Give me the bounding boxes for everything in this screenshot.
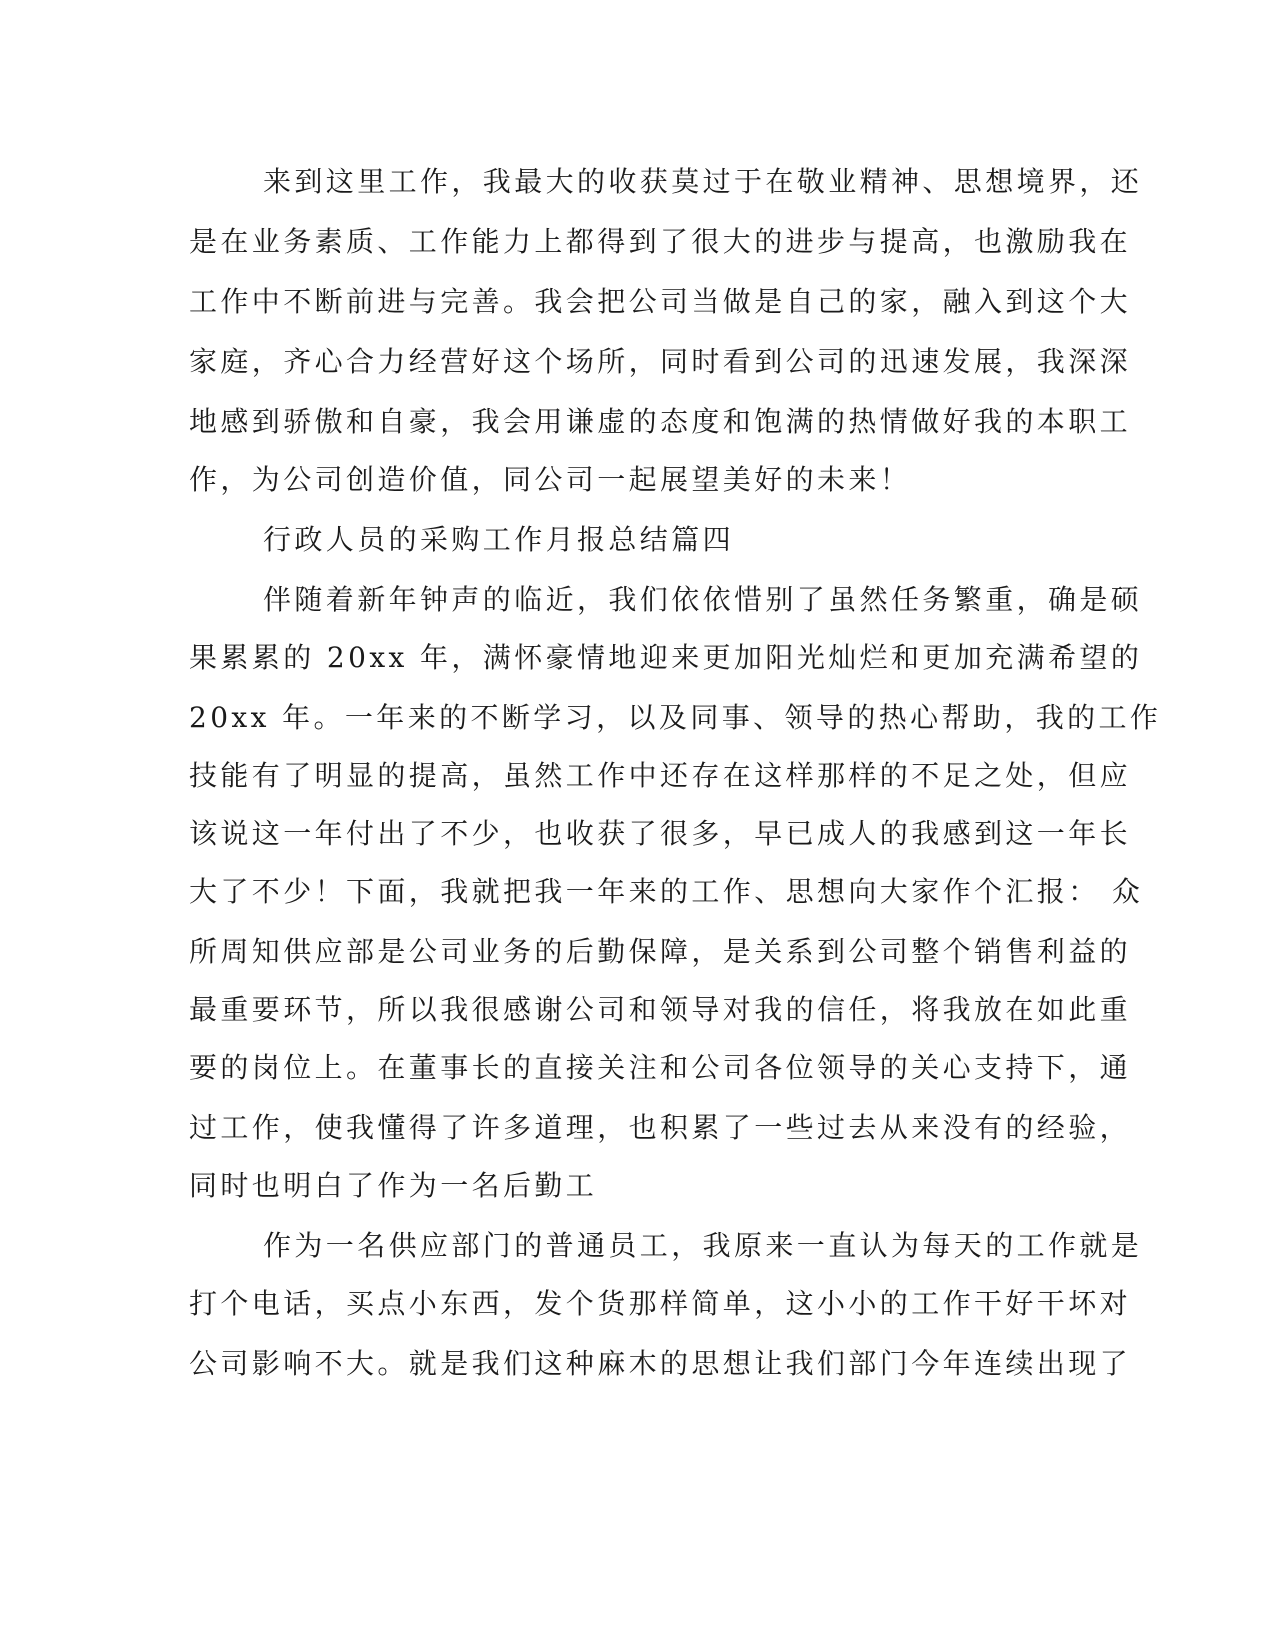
paragraph-2-line-1: 伴随着新年钟声的临近，我们依依惜别了虽然任务繁重，确是硕 [263,583,1143,616]
paragraph-2-line-2: 果累累的 20xx 年，满怀豪情地迎来更加阳光灿烂和更加充满希望的 [189,641,1143,674]
paragraph-2-line-10: 过工作，使我懂得了许多道理，也积累了一些过去从来没有的经验， [189,1111,1132,1144]
paragraph-1-line-4: 家庭，齐心合力经营好这个场所，同时看到公司的迅速发展，我深深 [189,345,1132,378]
paragraph-1-line-2: 是在业务素质、工作能力上都得到了很大的进步与提高，也激励我在 [189,225,1132,258]
paragraph-2-line-5: 该说这一年付出了不少，也收获了很多，早已成人的我感到这一年长 [189,817,1132,850]
section-heading: 行政人员的采购工作月报总结篇四 [263,523,735,556]
paragraph-1-line-1: 来到这里工作，我最大的收获莫过于在敬业精神、思想境界，还 [263,165,1143,198]
paragraph-3-line-3: 公司影响不大。就是我们这种麻木的思想让我们部门今年连续出现了 [189,1347,1132,1380]
paragraph-2-line-7: 所周知供应部是公司业务的后勤保障，是关系到公司整个销售利益的 [189,935,1132,968]
paragraph-1-line-5: 地感到骄傲和自豪，我会用谦虚的态度和饱满的热情做好我的本职工 [189,405,1132,438]
paragraph-2-line-9: 要的岗位上。在董事长的直接关注和公司各位领导的关心支持下，通 [189,1051,1132,1084]
paragraph-2-line-4: 技能有了明显的提高，虽然工作中还存在这样那样的不足之处，但应 [189,759,1132,792]
paragraph-2-line-11: 同时也明白了作为一名后勤工 [189,1169,598,1202]
paragraph-2-line-6: 大了不少！下面，我就把我一年来的工作、思想向大家作个汇报： 众 [189,875,1144,908]
paragraph-2-line-8: 最重要环节，所以我很感谢公司和领导对我的信任，将我放在如此重 [189,993,1132,1026]
paragraph-1-line-3: 工作中不断前进与完善。我会把公司当做是自己的家，融入到这个大 [189,285,1132,318]
paragraph-2-line-3: 20xx 年。一年来的不断学习，以及同事、领导的热心帮助，我的工作 [189,701,1162,734]
paragraph-3-line-1: 作为一名供应部门的普通员工，我原来一直认为每天的工作就是 [263,1229,1143,1262]
paragraph-3-line-2: 打个电话，买点小东西，发个货那样简单，这小小的工作干好干坏对 [189,1287,1132,1320]
paragraph-1-line-6: 作，为公司创造价值，同公司一起展望美好的未来！ [189,463,912,496]
